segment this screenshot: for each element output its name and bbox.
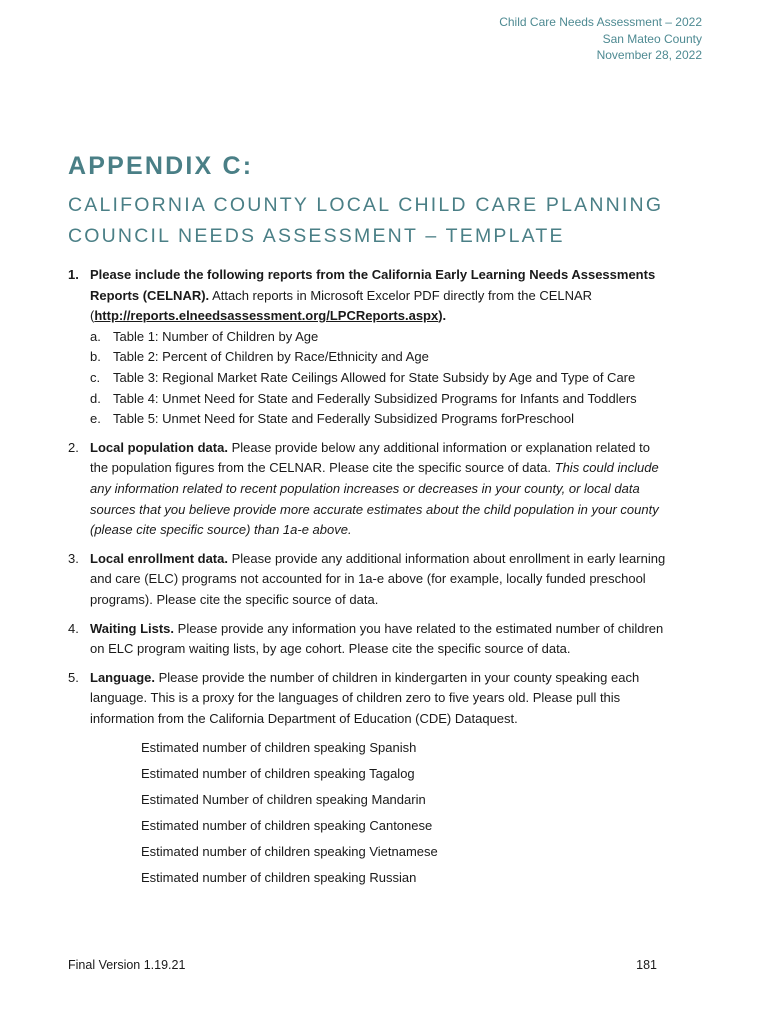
- item-lead: Local enrollment data.: [90, 550, 228, 566]
- item-number: 2.: [68, 439, 79, 455]
- item-text: Please provide any information you have related to the estimated number of children on ELC program waiting lists, by age cohort. Please cite the specific source of data.: [90, 620, 664, 657]
- estimate-line: Estimated number of children speaking Vietnamese: [141, 844, 438, 860]
- item-text: Attach reports in Microsoft Excelor PDF directly from the CELNAR (: [90, 287, 593, 324]
- estimate-line: Estimated number of children speaking Spanish: [141, 740, 417, 756]
- item-lead: Local population data.: [90, 439, 228, 455]
- estimate-line: Estimated number of children speaking Cantonese: [141, 818, 433, 834]
- appendix-subtitle: CALIFORNIA COUNTY LOCAL CHILD CARE PLANNING COUNCIL NEEDS ASSESSMENT – TEMPLATE: [68, 194, 664, 247]
- list-item: a. Table 1: Number of Children by Age: [90, 328, 319, 344]
- appendix-title: APPENDIX C:: [68, 152, 254, 180]
- page-header: [499, 14, 702, 64]
- list-item: d. Table 4: Unmet Need for State and Federally Subsidized Programs for Infants and Toddlers: [90, 390, 637, 406]
- header-date: November 28, 2022: [596, 48, 702, 62]
- item-number: 5.: [68, 669, 79, 685]
- list-item: b. Table 2: Percent of Children by Race/Ethnicity and Age: [90, 349, 429, 365]
- numbered-item-5: [68, 668, 668, 892]
- item-italic-note: This could include any information related to recent population increases or decreases in your county, or local data sources that you believe provide more accurate estimates about the child population in your county (please cite specific source) than 1a-e above.: [90, 460, 659, 538]
- item-number: 3.: [68, 550, 79, 566]
- numbered-item-3: [68, 549, 668, 611]
- estimate-line: Estimated number of children speaking Russian: [141, 870, 417, 886]
- list-item: e. Table 5: Unmet Need for State and Federally Subsidized Programs forPreschool: [90, 411, 575, 427]
- numbered-item-4: [68, 619, 668, 660]
- numbered-item-2: [68, 438, 668, 541]
- item-lead: Waiting Lists.: [90, 620, 175, 636]
- item-lead: Language.: [90, 669, 156, 685]
- language-estimates: [90, 735, 668, 891]
- item-lead: Please include the following reports from the California Early Learning Needs Assessments Reports (CELNAR).: [90, 267, 656, 303]
- estimate-line: Estimated number of children speaking Tagalog: [141, 766, 415, 782]
- celnar-reports-link[interactable]: http://reports.elneedsassessment.org/LPCReports.aspx: [94, 308, 439, 324]
- item-text: Please provide below any additional information or explanation related to the population figures from the CELNAR. Please cite the specific source of data.: [90, 439, 650, 476]
- table-list: [90, 327, 668, 430]
- page-number: 181: [636, 958, 657, 972]
- header-report-title: Child Care Needs Assessment – 2022: [499, 15, 702, 29]
- estimate-line: Estimated Number of children speaking Mandarin: [141, 792, 426, 808]
- document-body: [68, 265, 668, 899]
- footer-version: Final Version 1.19.21: [68, 958, 186, 972]
- item-text: Please provide the number of children in kindergarten in your county speaking each language. This is a proxy for the languages of children zero to five years old. Please pull this information from the California Department of Education (CDE) Dataquest.: [90, 669, 640, 726]
- list-item: c. Table 3: Regional Market Rate Ceilings Allowed for State Subsidy by Age and Type of Care: [90, 369, 636, 385]
- item-number: 4.: [68, 620, 79, 636]
- item-close: ).: [438, 308, 447, 324]
- item-text: Please provide any additional information about enrollment in early learning and care (ELC) programs not accounted for in 1a-e above (for example, locally funded preschool programs). Please cite the specific source of data.: [90, 550, 666, 607]
- item-number: 1.: [68, 267, 79, 282]
- header-county: San Mateo County: [602, 31, 702, 46]
- numbered-item-1: [68, 265, 668, 430]
